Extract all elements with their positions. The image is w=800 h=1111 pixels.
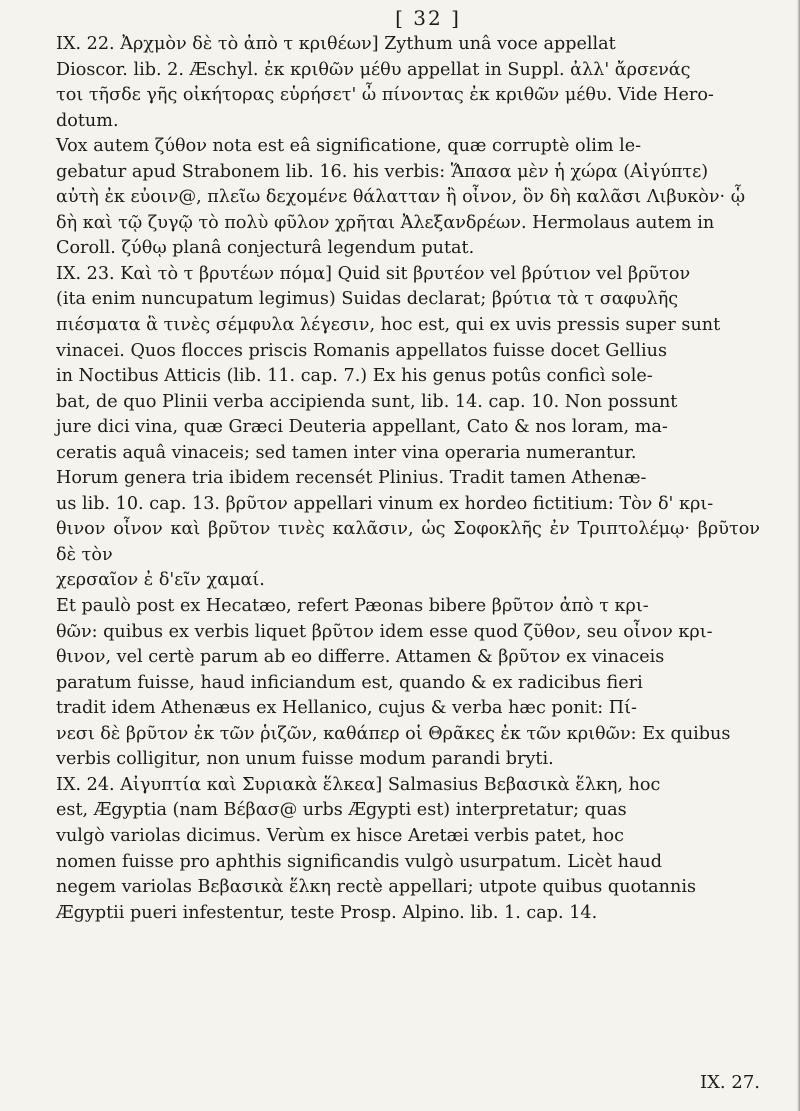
text-line-19: us lib. 10. cap. 13. βρῦτον appellari vinum ex hordeo fictitium: Τὸν δ' κρι- bbox=[56, 493, 714, 514]
text-line-26: tradit idem Athenæus ex Hellanico, cujus & verba hæc ponit: Πί- bbox=[56, 698, 637, 719]
text-line-10: IX. 23. Καὶ τὸ τ βρυτέων πόμα] Quid sit βρυτέον vel βρύτιον vel βρῦτον bbox=[56, 263, 691, 284]
text-line-17: ceratis aquâ vinaceis; sed tamen inter vina operaria numerantur. bbox=[56, 442, 637, 463]
text-line-12: πιέσματα ἃ τινὲς σέμφυλα λέγεσιν, hoc est, qui ex uvis pressis super sunt bbox=[56, 315, 721, 336]
text-line-7: αὐτὴ ἐκ εὐοιν@, πλεῖω δεχομένε θάλατταν ἢ οἶνον, ὃν δὴ καλᾶσι Λιβυκὸν· ᾧ bbox=[56, 187, 746, 208]
text-line-15: bat, de quo Plinii verba accipienda sunt, lib. 14. cap. 10. Non possunt bbox=[56, 391, 678, 412]
text-line-2: Dioscor. lib. 2. Æschyl. ἐκ κριθῶν μέθυ appellat in Suppl. ἀλλ' ἄρσενάς bbox=[56, 59, 691, 80]
text-line-16: jure dici vina, quæ Græci Deuteria appellant, Cato & nos loram, ma- bbox=[56, 417, 668, 438]
text-line-34: Ægyptii pueri infestentur, teste Prosp. Alpino. lib. 1. cap. 14. bbox=[56, 902, 598, 923]
text-line-4: dotum. bbox=[56, 110, 119, 131]
text-line-32: nomen fuisse pro aphthis significandis vulgò usurpatum. Licèt haud bbox=[56, 851, 662, 872]
text-line-28: verbis colligitur, non unum fuisse modum parandi bryti. bbox=[56, 749, 554, 770]
text-line-13: vinacei. Quos flocces priscis Romanis appellatos fuisse docet Gellius bbox=[56, 340, 667, 361]
text-line-31: vulgò variolas dicimus. Verùm ex hisce Aretæi verbis patet, hoc bbox=[56, 825, 624, 846]
text-line-21: χερσαῖον ἐ δ'εῖν χαμαί. bbox=[56, 570, 265, 591]
text-line-23: θῶν: quibus ex verbis liquet βρῦτον idem esse quod ζῦθον, seu οἶνον κρι- bbox=[56, 621, 713, 642]
text-line-9: Coroll. ζύθῳ planâ conjecturâ legendum putat. bbox=[56, 238, 475, 259]
text-line-18: Horum genera tria ibidem recensét Plinius. Tradit tamen Athenæ- bbox=[56, 468, 647, 489]
page-number: [ 32 ] bbox=[395, 6, 461, 30]
text-line-24: θινον, vel certè parum ab eo differre. Attamen & βρῦτον ex vinaceis bbox=[56, 647, 665, 668]
text-line-27: νεσι δὲ βρῦτον ἐκ τῶν ῥιζῶν, καθάπερ οἱ Θρᾶκες ἐκ τῶν κριθῶν: Ex quibus bbox=[56, 723, 731, 744]
text-line-33: negem variolas Βεβασικὰ ἕλκη rectè appellari; utpote quibus quotannis bbox=[56, 877, 696, 898]
text-line-5: Vox autem ζύθον nota est eâ significatione, quæ corruptè olim le- bbox=[56, 136, 642, 157]
text-line-3: τοι τῆσδε γῆς οἰκήτορας εὑρήσετ' ὦ πίνοντας ἐκ κριθῶν μέθυ. Vide Hero- bbox=[56, 85, 714, 106]
text-line-8: δὴ καὶ τῷ ζυγῷ τὸ πολὺ φῦλον χρῆται Ἀλεξανδρέων. Hermolaus autem in bbox=[56, 212, 715, 233]
text-line-30: est, Ægyptia (nam Βέβασ@ urbs Ægypti est) interpretatur; quas bbox=[56, 800, 627, 821]
text-line-6: gebatur apud Strabonem lib. 16. his verbis: Ἅπασα μὲν ἡ χώρα (Αἰγύπτε) bbox=[56, 161, 709, 182]
catchword: IX. 27. bbox=[700, 1072, 760, 1093]
text-line-22: Et paulò post ex Hecatæo, refert Pæonas bibere βρῦτον ἀπὸ τ κρι- bbox=[56, 596, 649, 617]
text-line-14: in Noctibus Atticis (lib. 11. cap. 7.) Ex his genus potûs conficì sole- bbox=[56, 366, 653, 387]
text-line-25: paratum fuisse, haud inficiandum est, quando & ex radicibus fieri bbox=[56, 672, 643, 693]
commentary-text bbox=[56, 32, 760, 926]
text-line-20: θινον οἶνον καὶ βρῦτον τινὲς καλᾶσιν, ὡς Σοφοκλῆς ἐν Τριπτολέμῳ· βρῦτον δὲ τὸν bbox=[56, 519, 760, 565]
text-line-1: IX. 22. Ἀρχμὸν δὲ τὸ ἀπὸ τ κριθέων] Zythum unâ voce appellat bbox=[56, 34, 616, 54]
text-line-29: IX. 24. Αἰγυπτία καὶ Συριακὰ ἕλκεα] Salmasius Βεβασικὰ ἕλκη, hoc bbox=[56, 774, 661, 795]
text-line-11: (ita enim nuncupatum legimus) Suidas declarat; βρύτια τὰ τ σαφυλῆς bbox=[56, 289, 679, 310]
